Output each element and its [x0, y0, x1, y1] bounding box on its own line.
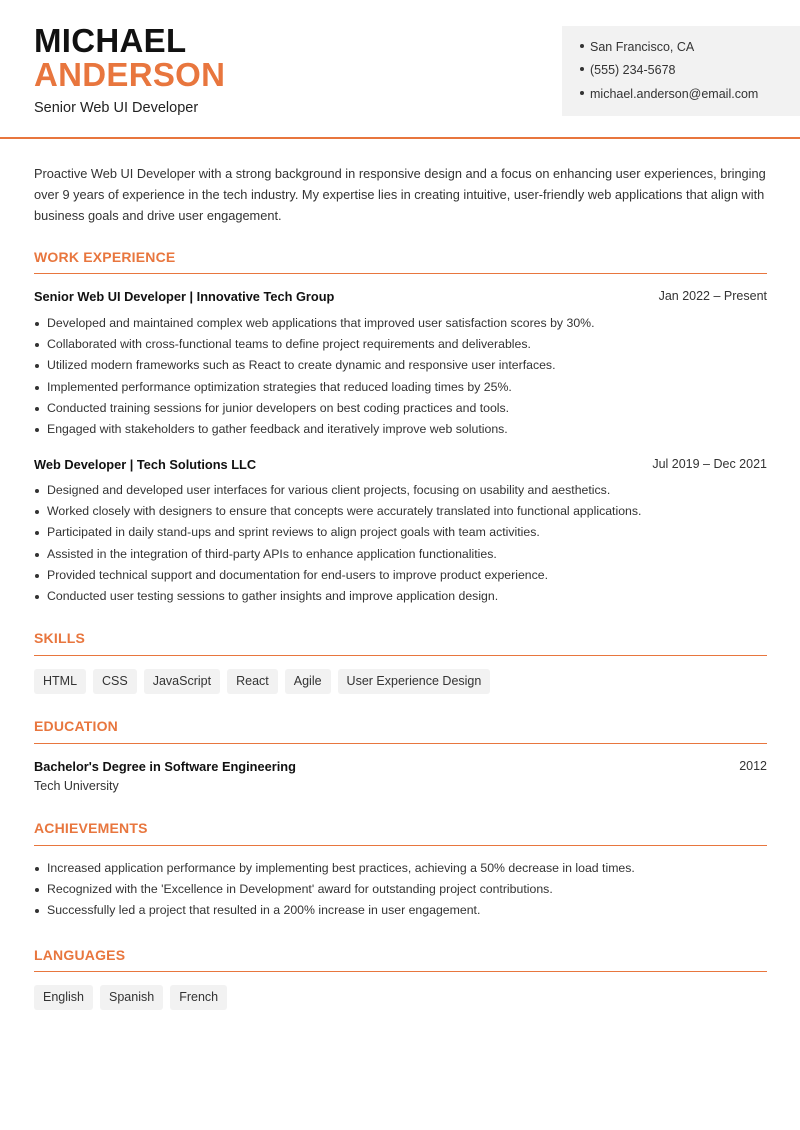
summary-paragraph: Proactive Web UI Developer with a strong background in responsive design and a focus on enhancing user experiences, bringing over 9 years of experience in the tech industry. My expertise lies in creating intuitive, user-friendly web applications that align with business goals and drive user engagement.: [34, 166, 766, 223]
first-name: MICHAEL: [34, 22, 187, 59]
section-title-skills: SKILLS: [34, 630, 85, 646]
job-bullets: [34, 313, 774, 440]
list-item: Conducted user testing sessions to gather insights and improve application design.: [34, 586, 774, 607]
job-header: [34, 457, 767, 472]
last-name: ANDERSON: [34, 56, 226, 93]
contact-location: [580, 40, 694, 54]
education-year: 2012: [739, 759, 767, 773]
list-item: Utilized modern frameworks such as React to create dynamic and responsive user interfaces.: [34, 355, 774, 376]
list-item: Successfully led a project that resulted in a 200% increase in user engagement.: [34, 900, 774, 921]
section-title-work: WORK EXPERIENCE: [34, 249, 176, 265]
list-item: Assisted in the integration of third-party APIs to enhance application functionalities.: [34, 544, 774, 565]
job-dates: Jul 2019 – Dec 2021: [652, 457, 767, 471]
section-title-languages: LANGUAGES: [34, 947, 126, 963]
list-item: Provided technical support and documentation for end-users to improve product experience.: [34, 565, 774, 586]
job-header: [34, 289, 767, 304]
contact-box: [562, 26, 800, 116]
language-tag: English: [34, 985, 93, 1010]
list-item: Designed and developed user interfaces for various client projects, focusing on usability and aesthetics.: [34, 480, 774, 501]
job-title: Senior Web UI Developer: [34, 100, 199, 116]
skills-tags: [34, 669, 490, 694]
resume-header: [0, 0, 800, 139]
list-item: Recognized with the 'Excellence in Development' award for outstanding project contributions.: [34, 879, 774, 900]
section-title-education: EDUCATION: [34, 718, 118, 734]
section-divider: [34, 971, 767, 972]
job-role: Senior Web UI Developer | Innovative Tech Group: [34, 289, 335, 304]
skill-tag: HTML: [34, 669, 86, 694]
location-text: San Francisco, CA: [590, 40, 695, 54]
job-role: Web Developer | Tech Solutions LLC: [34, 457, 257, 472]
section-divider: [34, 273, 767, 274]
list-item: Engaged with stakeholders to gather feedback and iteratively improve web solutions.: [34, 419, 774, 440]
languages-tags: [34, 985, 227, 1010]
email-text: michael.anderson@email.com: [590, 87, 759, 101]
job-dates: Jan 2022 – Present: [658, 289, 767, 303]
skill-tag: Agile: [285, 669, 331, 694]
education-degree: Bachelor's Degree in Software Engineering: [34, 759, 296, 774]
bullet-icon: [580, 91, 584, 95]
list-item: Increased application performance by implementing best practices, achieving a 50% decrease in load times.: [34, 858, 774, 879]
list-item: Worked closely with designers to ensure that concepts were accurately translated into functional applications.: [34, 501, 774, 522]
section-divider: [34, 743, 767, 744]
skill-tag: User Experience Design: [338, 669, 491, 694]
skill-tag: CSS: [93, 669, 137, 694]
language-tag: French: [170, 985, 227, 1010]
section-title-achievements: ACHIEVEMENTS: [34, 820, 148, 836]
education-school: Tech University: [34, 779, 119, 793]
section-divider: [34, 655, 767, 656]
skill-tag: React: [227, 669, 278, 694]
skill-tag: JavaScript: [144, 669, 220, 694]
contact-email: [580, 87, 758, 101]
list-item: Implemented performance optimization strategies that reduced loading times by 25%.: [34, 377, 774, 398]
list-item: Participated in daily stand-ups and sprint reviews to align project goals with team activities.: [34, 522, 774, 543]
language-tag: Spanish: [100, 985, 163, 1010]
phone-text: (555) 234-5678: [590, 63, 676, 77]
list-item: Conducted training sessions for junior developers on best coding practices and tools.: [34, 398, 774, 419]
section-divider: [34, 845, 767, 846]
achievements-list: [34, 858, 774, 922]
list-item: Collaborated with cross-functional teams to define project requirements and deliverables.: [34, 334, 774, 355]
job-bullets: [34, 480, 774, 607]
list-item: Developed and maintained complex web applications that improved user satisfaction scores by 30%.: [34, 313, 774, 334]
bullet-icon: [580, 44, 584, 48]
contact-phone: [580, 63, 675, 77]
bullet-icon: [580, 67, 584, 71]
